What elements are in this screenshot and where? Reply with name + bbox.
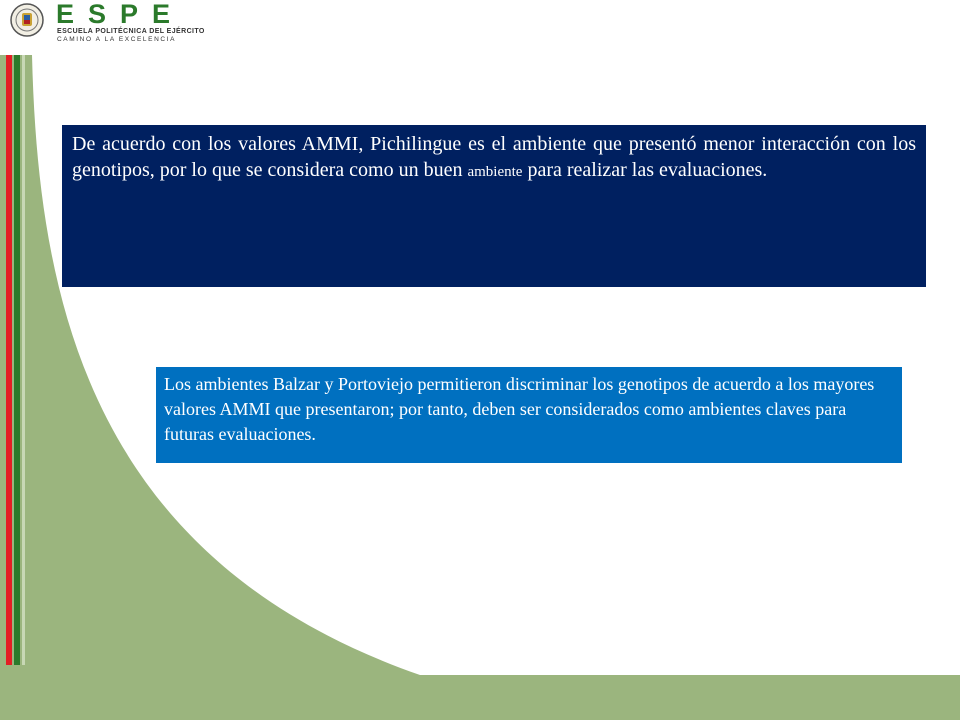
institution-motto: CAMINO A LA EXCELENCIA xyxy=(57,36,177,43)
environments-box xyxy=(156,367,902,463)
seal-icon xyxy=(10,3,44,37)
ammi-conclusion-box xyxy=(62,125,926,287)
red-stripe xyxy=(6,55,12,665)
box2-text: Los ambientes Balzar y Portoviejo permitieron discriminar los genotipos de acuerdo a los mayores valores AMMI que presentaron; por tanto, deben ser considerados como ambientes claves para futuras evaluaciones. xyxy=(164,374,875,444)
light-stripe xyxy=(22,55,25,665)
box1-text-end: para realizar las evaluaciones. xyxy=(527,159,768,181)
green-stripe xyxy=(14,55,20,665)
logo-header xyxy=(8,0,308,46)
box1-text-main: De acuerdo con los valores AMMI, Pichilingue es el ambiente que presentó menor interacción con los genotipos, por lo que se considera como un buen xyxy=(72,133,916,181)
institution-name: ESCUELA POLITÉCNICA DEL EJÉRCITO xyxy=(57,28,205,35)
box1-text-small: ambiente xyxy=(467,164,523,180)
brand-name: ESPE xyxy=(56,0,185,29)
